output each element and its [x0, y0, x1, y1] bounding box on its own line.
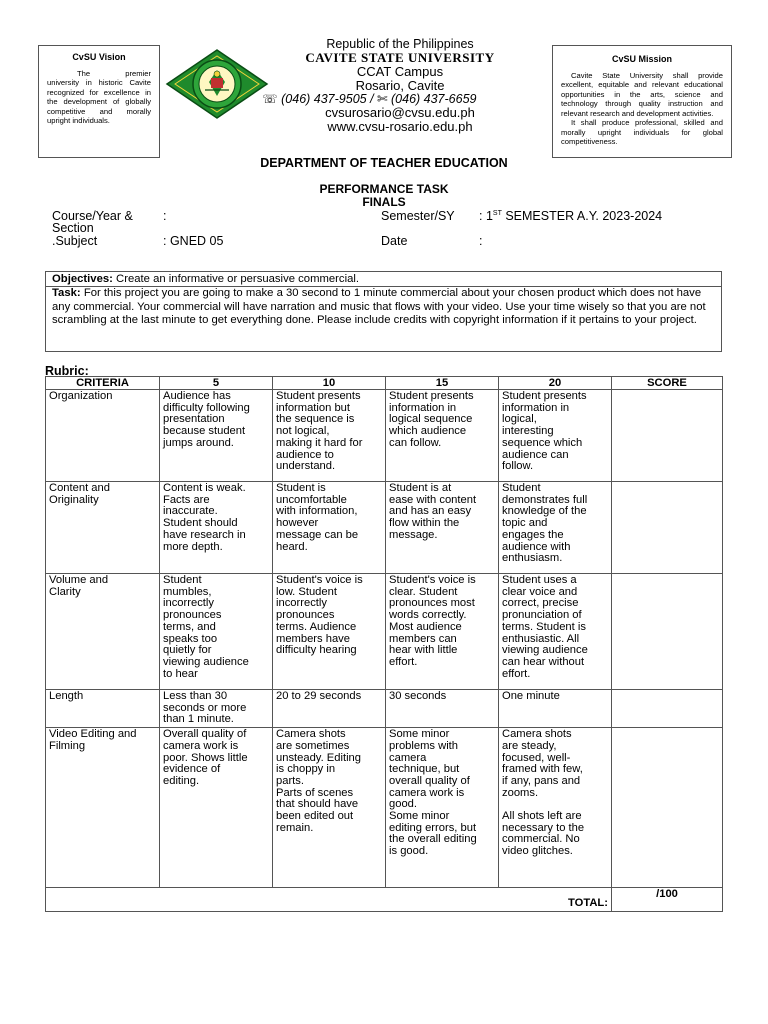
rating-5-cell: Less than 30 seconds or more than 1 minute.: [160, 690, 273, 728]
vision-box: [38, 45, 160, 158]
table-row: [46, 728, 723, 888]
course-label: Course/Year &: [52, 209, 133, 223]
rating-15-cell: Student's voice is clear. Student pronounces most words correctly. Most audience members can hear with little effort.: [386, 574, 499, 690]
subject-value: : GNED 05: [163, 234, 224, 248]
rating-20-cell: One minute: [499, 690, 612, 728]
website-url[interactable]: www.cvsu-rosario.edu.ph: [327, 119, 473, 134]
contact-numbers: [262, 91, 522, 106]
vision-title: CvSU Vision: [72, 52, 126, 62]
email-address[interactable]: cvsurosario@cvsu.edu.ph: [325, 105, 475, 120]
section-label: Section: [52, 221, 94, 235]
objectives-text: Create an informative or persuasive commercial.: [112, 273, 360, 285]
campus-location: Rosario, Cavite: [355, 78, 445, 93]
rating-5-cell: Student mumbles, incorrectly pronounces terms, and speaks too quietly for viewing audience to hear: [160, 574, 273, 690]
objectives-line: [46, 272, 721, 287]
header-10: 10: [273, 377, 386, 390]
rating-20-cell: Camera shots are steady, focused, well- framed with few, if any, pans and zooms. All shots left are necessary to the commercial. No video glitches.: [499, 728, 612, 888]
subject-label: .Subject: [52, 234, 98, 248]
rating-20-cell: Student presents information in logical, interesting sequence which audience can follow.: [499, 390, 612, 482]
total-score[interactable]: /100: [612, 888, 723, 912]
rating-10-cell: 20 to 29 seconds: [273, 690, 386, 728]
score-cell[interactable]: [612, 728, 723, 888]
header-criteria: CRITERIA: [46, 377, 160, 390]
semester-label: Semester/SY: [381, 209, 455, 223]
course-value: :: [163, 209, 167, 223]
rating-20-cell: Student uses a clear voice and correct, precise pronunciation of terms. Student is enthusiastic. All viewing audience can hear without effort.: [499, 574, 612, 690]
vision-text: The premier university in historic Cavite recognized for excellence in the development of globally competitive and morally upright individuals.: [47, 68, 151, 125]
header-5: 5: [160, 377, 273, 390]
rating-15-cell: Student is at ease with content and has an easy flow within the message.: [386, 482, 499, 574]
rating-15-cell: 30 seconds: [386, 690, 499, 728]
score-cell[interactable]: [612, 574, 723, 690]
score-cell[interactable]: [612, 390, 723, 482]
criteria-cell: Video Editing and Filming: [46, 728, 160, 888]
rating-15-cell: Some minor problems with camera technique, but overall quality of camera work is good. Some minor editing errors, but the overall editing is good.: [386, 728, 499, 888]
term-title: FINALS: [362, 195, 406, 209]
semester-year: SEMESTER A.Y. 2023-2024: [501, 209, 663, 223]
objectives-label: Objectives:: [52, 273, 113, 285]
criteria-cell: Organization: [46, 390, 160, 482]
rating-15-cell: Student presents information in logical sequence which audience can follow.: [386, 390, 499, 482]
rating-20-cell: Student demonstrates full knowledge of the topic and engages the audience with enthusiasm.: [499, 482, 612, 574]
score-cell[interactable]: [612, 690, 723, 728]
score-cell[interactable]: [612, 482, 723, 574]
table-row: [46, 390, 723, 482]
rating-10-cell: Student's voice is low. Student incorrectly pronounces terms. Audience members have difficulty hearing: [273, 574, 386, 690]
telephone-icon: ☏: [262, 92, 278, 106]
criteria-cell: Volume and Clarity: [46, 574, 160, 690]
criteria-cell: Content and Originality: [46, 482, 160, 574]
rating-5-cell: Audience has difficulty following presentation because student jumps around.: [160, 390, 273, 482]
rubric-table: [45, 376, 723, 912]
performance-task-title: PERFORMANCE TASK: [319, 182, 449, 196]
header-20: 20: [499, 377, 612, 390]
date-value: :: [479, 234, 483, 248]
rubric-header-row: [46, 377, 723, 390]
rating-10-cell: Student presents information but the sequence is not logical, making it hard for audience to understand.: [273, 390, 386, 482]
task-text: For this project you are going to make a 30 second to 1 minute commercial about your chosen product which does not have any commercial. Your commercial will have narration and music that flows with your video. Use your time wisely so that you are not scrambling at the last minute to get everything done. Please include credits with copyright information if it pertains to your project.: [52, 287, 706, 326]
mission-text-1: Cavite State University shall provide excellent, equitable and relevant educational opportunities in the arts, science and technology through quality instruction and relevant research and development activities.: [561, 70, 723, 118]
task-label: Task:: [52, 287, 81, 299]
date-label: Date: [381, 234, 408, 248]
semester-value: [479, 209, 662, 223]
semester-prefix: : 1: [479, 209, 493, 223]
university-name: CAVITE STATE UNIVERSITY: [305, 50, 495, 65]
mission-text-2: It shall produce professional, skilled and morally upright individuals for global competitiveness.: [561, 118, 723, 146]
header-15: 15: [386, 377, 499, 390]
republic-text: Republic of the Philippines: [326, 37, 474, 51]
total-label: TOTAL:: [46, 888, 612, 912]
mission-box: [552, 45, 732, 158]
task-line: [46, 287, 721, 328]
phone-number: (046) 437-9505 /: [281, 92, 378, 106]
table-row: [46, 690, 723, 728]
rating-10-cell: Camera shots are sometimes unsteady. Editing is choppy in parts. Parts of scenes that should have been edited out remain.: [273, 728, 386, 888]
fax-icon: ✄: [377, 92, 388, 106]
table-row: [46, 482, 723, 574]
objectives-task-box: [45, 271, 722, 352]
rating-5-cell: Content is weak. Facts are inaccurate. Student should have research in more depth.: [160, 482, 273, 574]
mission-title: CvSU Mission: [611, 54, 672, 64]
campus-name: CCAT Campus: [356, 64, 444, 79]
criteria-cell: Length: [46, 690, 160, 728]
rubric-label: Rubric:: [45, 364, 89, 378]
semester-superscript: ST: [492, 209, 502, 217]
header-score: SCORE: [612, 377, 723, 390]
rating-5-cell: Overall quality of camera work is poor. Shows little evidence of editing.: [160, 728, 273, 888]
fax-number: (046) 437-6659: [391, 92, 477, 106]
table-row: [46, 574, 723, 690]
rating-10-cell: Student is uncomfortable with information, however message can be heard.: [273, 482, 386, 574]
total-row: [46, 888, 723, 912]
department-title: DEPARTMENT OF TEACHER EDUCATION: [260, 156, 508, 170]
